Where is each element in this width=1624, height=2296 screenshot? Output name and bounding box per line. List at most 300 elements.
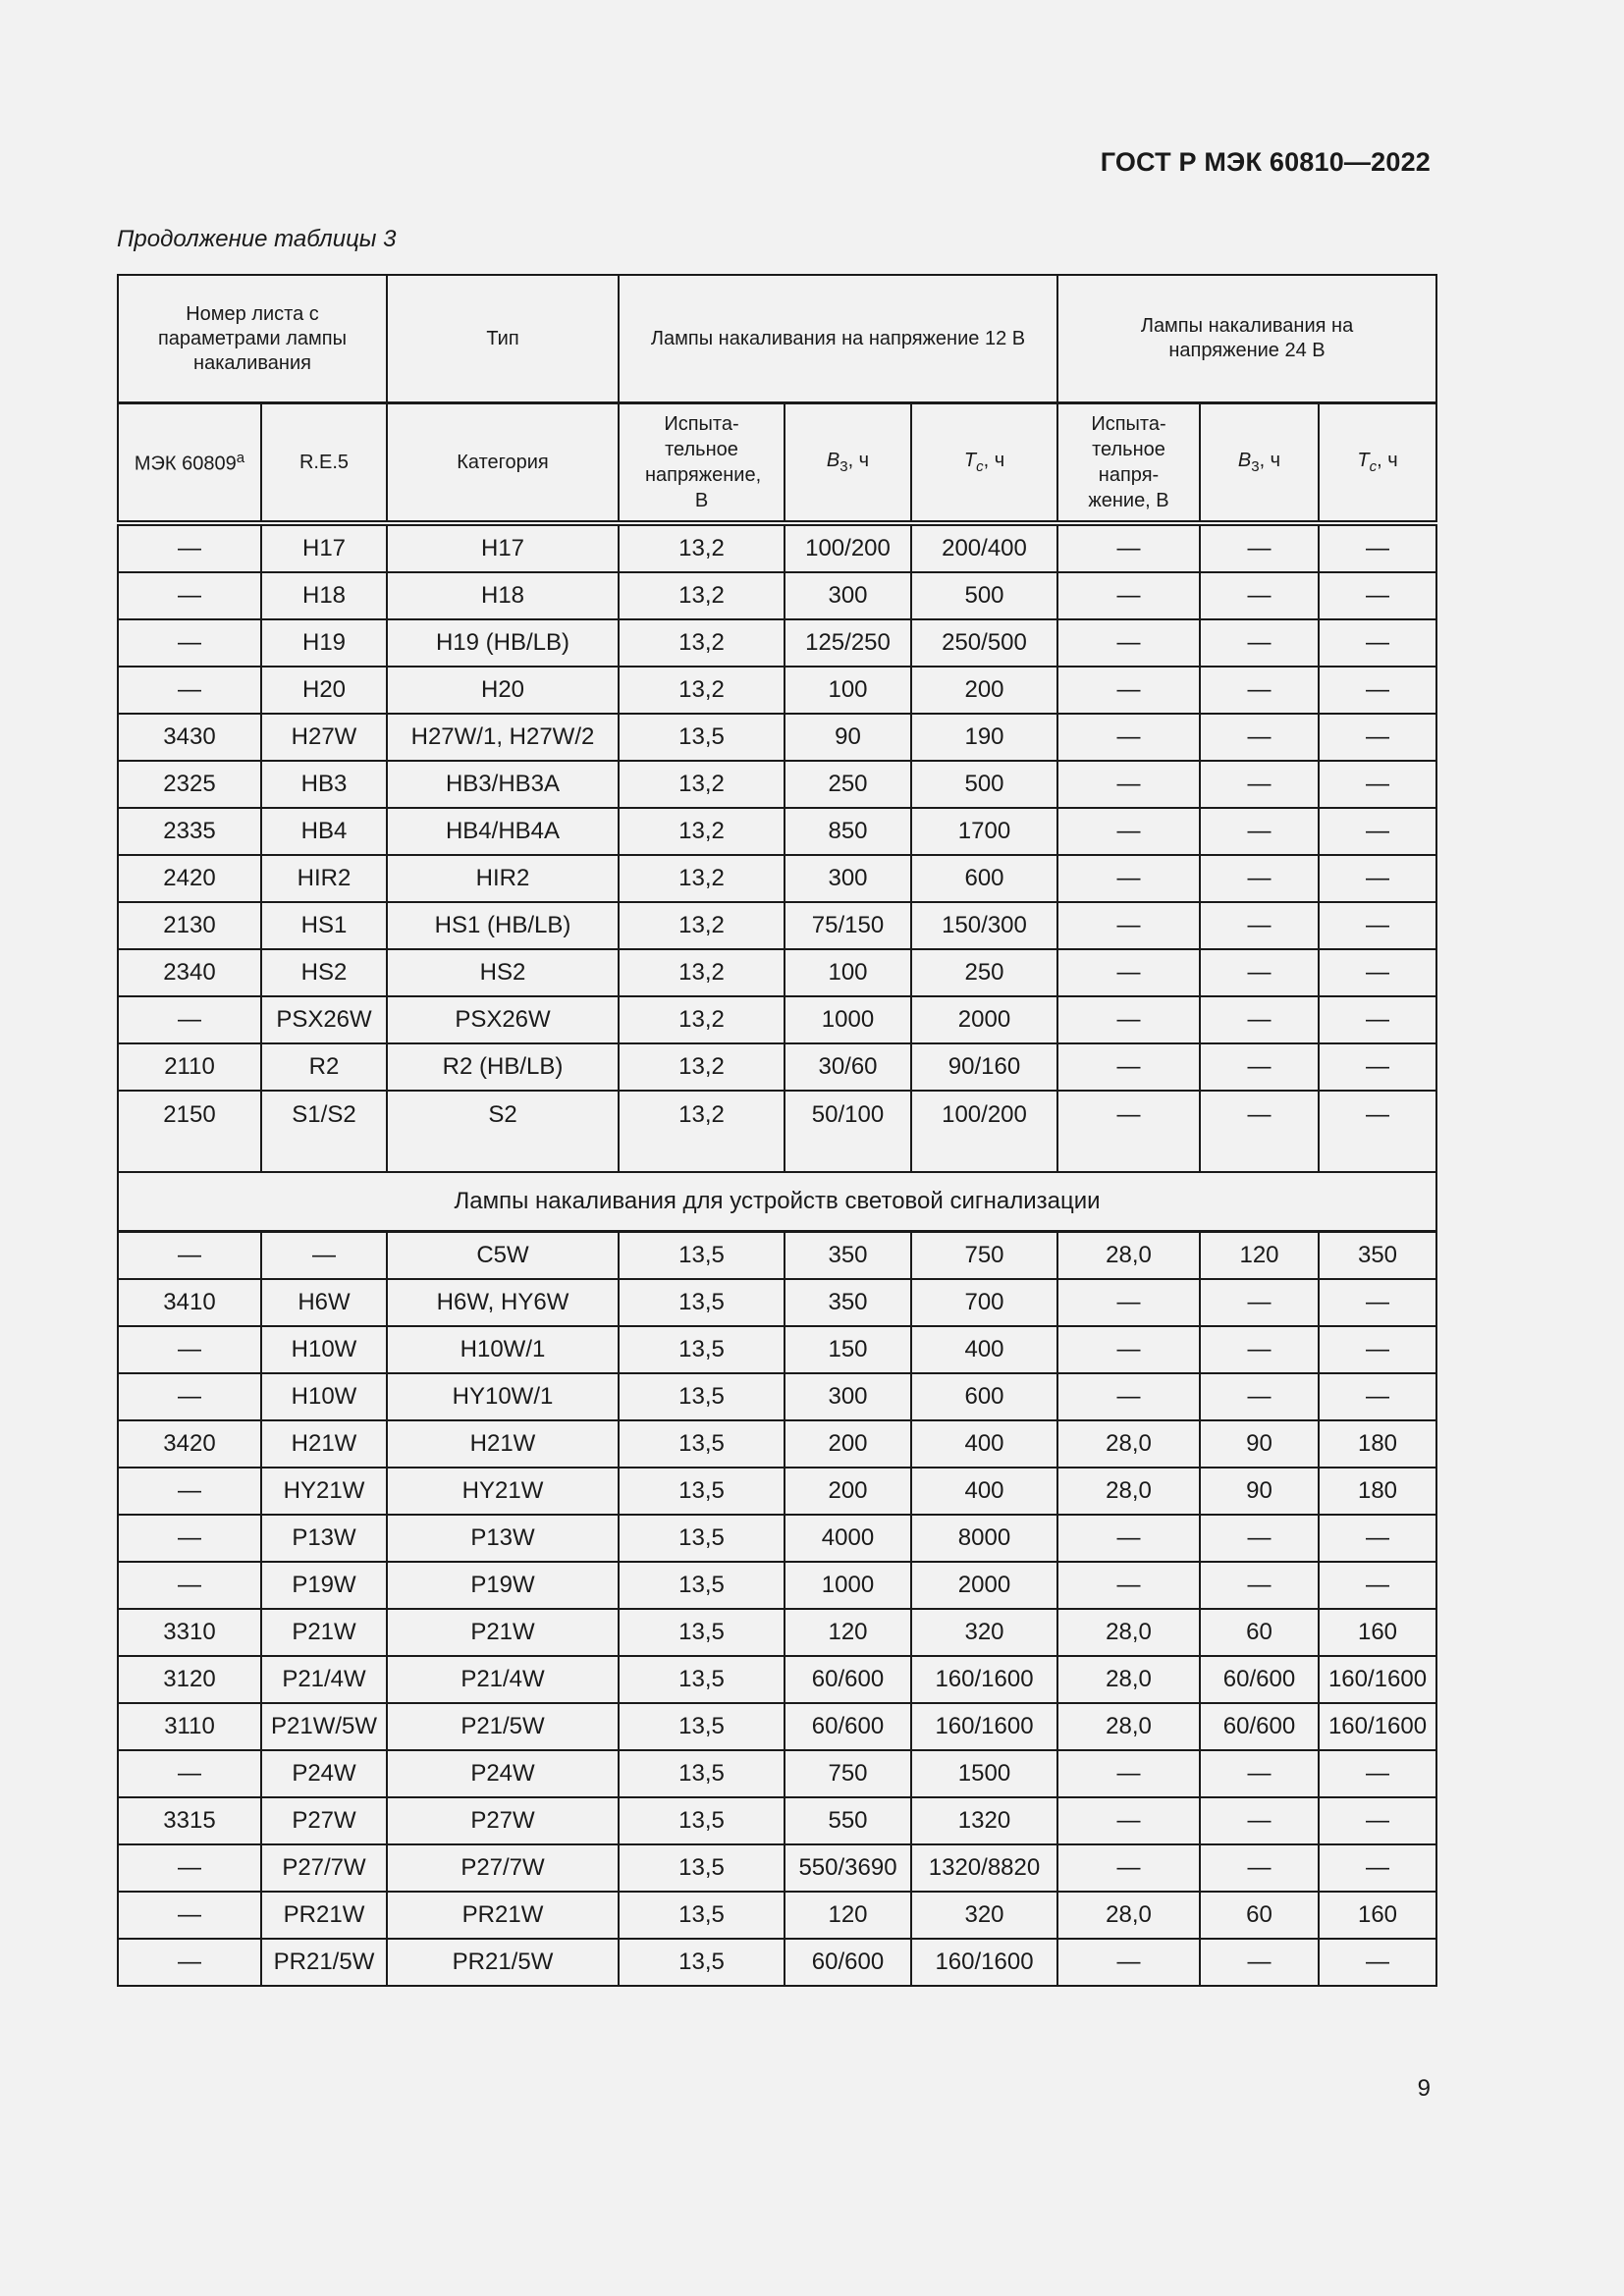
- cell-b3-24v: —: [1200, 1515, 1319, 1562]
- section-row: [118, 1172, 1436, 1232]
- cell-tc-24v: —: [1319, 949, 1436, 996]
- table-row: [118, 808, 1436, 855]
- cell-category: P21/5W: [387, 1703, 619, 1750]
- cell-test-voltage-24v: 28,0: [1057, 1609, 1200, 1656]
- cell-tc-12v: 200: [911, 667, 1057, 714]
- cell-category: PSX26W: [387, 996, 619, 1043]
- cell-re5: H6W: [261, 1279, 387, 1326]
- cell-tc-12v: 400: [911, 1326, 1057, 1373]
- cell-test-voltage-12v: 13,2: [619, 996, 785, 1043]
- cell-tc-24v: —: [1319, 1750, 1436, 1797]
- cell-test-voltage-12v: 13,2: [619, 808, 785, 855]
- cell-iec-sheet: —: [118, 1844, 261, 1892]
- cell-category: H10W/1: [387, 1326, 619, 1373]
- cell-tc-24v: —: [1319, 667, 1436, 714]
- cell-re5: P21/4W: [261, 1656, 387, 1703]
- cell-iec-sheet: 3410: [118, 1279, 261, 1326]
- table-row: [118, 949, 1436, 996]
- cell-test-voltage-24v: —: [1057, 1562, 1200, 1609]
- table-row: [118, 1232, 1436, 1280]
- cell-tc-24v: —: [1319, 572, 1436, 619]
- header-sheet-number: Номер листа с параметрами лампы накаливания: [118, 275, 387, 403]
- cell-re5: P21W: [261, 1609, 387, 1656]
- cell-test-voltage-12v: 13,5: [619, 1562, 785, 1609]
- cell-category: HB4/HB4A: [387, 808, 619, 855]
- cell-category: H21W: [387, 1420, 619, 1468]
- lamp-parameters-table: [117, 274, 1437, 1987]
- cell-b3-12v: 1000: [785, 996, 911, 1043]
- cell-iec-sheet: 3310: [118, 1609, 261, 1656]
- cell-iec-sheet: —: [118, 1515, 261, 1562]
- cell-tc-24v: —: [1319, 761, 1436, 808]
- cell-b3-12v: 150: [785, 1326, 911, 1373]
- cell-category: HY10W/1: [387, 1373, 619, 1420]
- cell-test-voltage-12v: 13,5: [619, 1656, 785, 1703]
- header-type: Тип: [387, 275, 619, 403]
- cell-re5: P19W: [261, 1562, 387, 1609]
- cell-b3-12v: 100: [785, 667, 911, 714]
- cell-iec-sheet: —: [118, 572, 261, 619]
- cell-test-voltage-24v: —: [1057, 761, 1200, 808]
- cell-iec-sheet: —: [118, 619, 261, 667]
- cell-b3-24v: —: [1200, 572, 1319, 619]
- cell-b3-12v: 350: [785, 1279, 911, 1326]
- cell-re5: P13W: [261, 1515, 387, 1562]
- cell-test-voltage-12v: 13,5: [619, 1939, 785, 1986]
- cell-re5: H17: [261, 523, 387, 572]
- cell-b3-12v: 4000: [785, 1515, 911, 1562]
- cell-tc-12v: 2000: [911, 996, 1057, 1043]
- cell-re5: H20: [261, 667, 387, 714]
- cell-b3-24v: —: [1200, 619, 1319, 667]
- cell-category: HB3/HB3A: [387, 761, 619, 808]
- cell-iec-sheet: —: [118, 996, 261, 1043]
- table-row: [118, 855, 1436, 902]
- cell-test-voltage-24v: 28,0: [1057, 1232, 1200, 1280]
- cell-iec-sheet: —: [118, 1750, 261, 1797]
- table-row: [118, 996, 1436, 1043]
- cell-test-voltage-12v: 13,2: [619, 523, 785, 572]
- cell-iec-sheet: —: [118, 523, 261, 572]
- table-row: [118, 1043, 1436, 1091]
- cell-tc-24v: 180: [1319, 1468, 1436, 1515]
- cell-tc-24v: —: [1319, 1515, 1436, 1562]
- table-row: [118, 1939, 1436, 1986]
- cell-b3-12v: 100/200: [785, 523, 911, 572]
- cell-iec-sheet: —: [118, 667, 261, 714]
- table-row: [118, 1797, 1436, 1844]
- cell-tc-12v: 320: [911, 1892, 1057, 1939]
- cell-b3-24v: 60: [1200, 1892, 1319, 1939]
- header-category: Категория: [387, 403, 619, 524]
- cell-test-voltage-24v: —: [1057, 1844, 1200, 1892]
- cell-tc-12v: 400: [911, 1420, 1057, 1468]
- cell-re5: R2: [261, 1043, 387, 1091]
- cell-b3-24v: 90: [1200, 1420, 1319, 1468]
- cell-category: HY21W: [387, 1468, 619, 1515]
- cell-b3-24v: 60: [1200, 1609, 1319, 1656]
- cell-test-voltage-12v: 13,2: [619, 1043, 785, 1091]
- cell-b3-12v: 60/600: [785, 1939, 911, 1986]
- cell-tc-12v: 160/1600: [911, 1939, 1057, 1986]
- table-row: [118, 572, 1436, 619]
- cell-re5: PR21/5W: [261, 1939, 387, 1986]
- cell-test-voltage-12v: 13,2: [619, 855, 785, 902]
- cell-tc-12v: 250/500: [911, 619, 1057, 667]
- cell-b3-12v: 300: [785, 572, 911, 619]
- cell-tc-12v: 100/200: [911, 1091, 1057, 1172]
- cell-tc-24v: —: [1319, 855, 1436, 902]
- table-row: [118, 1844, 1436, 1892]
- header-tc-12v: $T_c$, ч: [911, 403, 1057, 524]
- cell-tc-24v: —: [1319, 1326, 1436, 1373]
- cell-category: P27/7W: [387, 1844, 619, 1892]
- cell-tc-24v: —: [1319, 1562, 1436, 1609]
- table-row: [118, 1420, 1436, 1468]
- cell-iec-sheet: 3315: [118, 1797, 261, 1844]
- cell-tc-12v: 160/1600: [911, 1656, 1057, 1703]
- cell-b3-12v: 60/600: [785, 1656, 911, 1703]
- cell-b3-24v: —: [1200, 996, 1319, 1043]
- cell-re5: H10W: [261, 1326, 387, 1373]
- cell-tc-12v: 500: [911, 761, 1057, 808]
- cell-test-voltage-12v: 13,5: [619, 1468, 785, 1515]
- cell-test-voltage-24v: 28,0: [1057, 1468, 1200, 1515]
- cell-tc-12v: 1320: [911, 1797, 1057, 1844]
- cell-test-voltage-12v: 13,5: [619, 1892, 785, 1939]
- cell-test-voltage-12v: 13,5: [619, 1797, 785, 1844]
- cell-category: H6W, HY6W: [387, 1279, 619, 1326]
- cell-tc-12v: 1500: [911, 1750, 1057, 1797]
- cell-tc-24v: —: [1319, 523, 1436, 572]
- cell-b3-24v: —: [1200, 1279, 1319, 1326]
- cell-b3-24v: 60/600: [1200, 1703, 1319, 1750]
- header-tc-24v: $T_c$, ч: [1319, 403, 1436, 524]
- header-b3-24v: $B_3$, ч: [1200, 403, 1319, 524]
- table-row: [118, 1091, 1436, 1172]
- cell-tc-24v: —: [1319, 1279, 1436, 1326]
- cell-test-voltage-12v: 13,2: [619, 619, 785, 667]
- cell-iec-sheet: 2340: [118, 949, 261, 996]
- section-title: Лампы накаливания для устройств световой сигнализации: [118, 1172, 1436, 1232]
- cell-category: P19W: [387, 1562, 619, 1609]
- cell-b3-24v: —: [1200, 855, 1319, 902]
- cell-test-voltage-24v: —: [1057, 714, 1200, 761]
- cell-tc-12v: 190: [911, 714, 1057, 761]
- cell-re5: H21W: [261, 1420, 387, 1468]
- cell-b3-12v: 200: [785, 1468, 911, 1515]
- cell-tc-12v: 200/400: [911, 523, 1057, 572]
- table-row: [118, 902, 1436, 949]
- cell-b3-24v: 90: [1200, 1468, 1319, 1515]
- cell-tc-12v: 1320/8820: [911, 1844, 1057, 1892]
- cell-category: H17: [387, 523, 619, 572]
- cell-b3-12v: 60/600: [785, 1703, 911, 1750]
- cell-tc-12v: 700: [911, 1279, 1057, 1326]
- cell-test-voltage-24v: —: [1057, 1939, 1200, 1986]
- cell-iec-sheet: —: [118, 1373, 261, 1420]
- cell-b3-12v: 750: [785, 1750, 911, 1797]
- cell-tc-24v: —: [1319, 902, 1436, 949]
- cell-iec-sheet: 2150: [118, 1091, 261, 1172]
- cell-iec-sheet: —: [118, 1232, 261, 1280]
- cell-category: H19 (HB/LB): [387, 619, 619, 667]
- cell-b3-12v: 125/250: [785, 619, 911, 667]
- cell-re5: HB3: [261, 761, 387, 808]
- cell-test-voltage-24v: —: [1057, 1326, 1200, 1373]
- cell-test-voltage-24v: —: [1057, 1515, 1200, 1562]
- cell-iec-sheet: 2325: [118, 761, 261, 808]
- cell-test-voltage-12v: 13,5: [619, 1232, 785, 1280]
- cell-iec-sheet: —: [118, 1326, 261, 1373]
- cell-b3-24v: —: [1200, 1797, 1319, 1844]
- cell-b3-24v: —: [1200, 761, 1319, 808]
- cell-category: PR21/5W: [387, 1939, 619, 1986]
- cell-category: H20: [387, 667, 619, 714]
- cell-test-voltage-12v: 13,2: [619, 667, 785, 714]
- cell-b3-12v: 550/3690: [785, 1844, 911, 1892]
- cell-test-voltage-24v: —: [1057, 572, 1200, 619]
- cell-test-voltage-12v: 13,5: [619, 1844, 785, 1892]
- cell-test-voltage-12v: 13,2: [619, 572, 785, 619]
- cell-re5: H27W: [261, 714, 387, 761]
- header-b3-12v: $B_3$, ч: [785, 403, 911, 524]
- cell-b3-24v: —: [1200, 1750, 1319, 1797]
- cell-test-voltage-24v: 28,0: [1057, 1703, 1200, 1750]
- cell-re5: P24W: [261, 1750, 387, 1797]
- cell-tc-24v: 180: [1319, 1420, 1436, 1468]
- cell-tc-24v: 160: [1319, 1892, 1436, 1939]
- cell-b3-12v: 120: [785, 1609, 911, 1656]
- cell-b3-24v: —: [1200, 667, 1319, 714]
- cell-tc-12v: 250: [911, 949, 1057, 996]
- cell-tc-24v: —: [1319, 1939, 1436, 1986]
- cell-re5: HS1: [261, 902, 387, 949]
- cell-test-voltage-24v: —: [1057, 1279, 1200, 1326]
- cell-tc-12v: 150/300: [911, 902, 1057, 949]
- cell-b3-12v: 300: [785, 855, 911, 902]
- cell-category: H27W/1, H27W/2: [387, 714, 619, 761]
- cell-test-voltage-12v: 13,5: [619, 1420, 785, 1468]
- cell-test-voltage-24v: —: [1057, 855, 1200, 902]
- cell-tc-24v: —: [1319, 996, 1436, 1043]
- table-row: [118, 1892, 1436, 1939]
- cell-b3-24v: —: [1200, 1373, 1319, 1420]
- cell-re5: PSX26W: [261, 996, 387, 1043]
- cell-b3-12v: 200: [785, 1420, 911, 1468]
- cell-category: S2: [387, 1091, 619, 1172]
- cell-test-voltage-12v: 13,2: [619, 1091, 785, 1172]
- cell-tc-12v: 320: [911, 1609, 1057, 1656]
- cell-tc-24v: —: [1319, 619, 1436, 667]
- table-row: [118, 619, 1436, 667]
- table-caption: Продолжение таблицы 3: [117, 226, 397, 252]
- cell-tc-24v: —: [1319, 1797, 1436, 1844]
- header-row-groups: [118, 275, 1436, 403]
- table-row: [118, 1279, 1436, 1326]
- cell-iec-sheet: —: [118, 1939, 261, 1986]
- cell-tc-12v: 160/1600: [911, 1703, 1057, 1750]
- header-re5: R.E.5: [261, 403, 387, 524]
- cell-test-voltage-24v: —: [1057, 1797, 1200, 1844]
- footnote-marker: a: [236, 449, 245, 466]
- cell-test-voltage-12v: 13,5: [619, 1515, 785, 1562]
- cell-test-voltage-12v: 13,5: [619, 1609, 785, 1656]
- header-lamps-12v: Лампы накаливания на напряжение 12 В: [619, 275, 1057, 403]
- cell-iec-sheet: —: [118, 1468, 261, 1515]
- cell-tc-24v: —: [1319, 714, 1436, 761]
- cell-re5: P21W/5W: [261, 1703, 387, 1750]
- cell-re5: H19: [261, 619, 387, 667]
- cell-iec-sheet: 3420: [118, 1420, 261, 1468]
- cell-category: HS2: [387, 949, 619, 996]
- cell-test-voltage-24v: —: [1057, 1043, 1200, 1091]
- cell-re5: H18: [261, 572, 387, 619]
- cell-b3-24v: —: [1200, 949, 1319, 996]
- cell-b3-24v: 120: [1200, 1232, 1319, 1280]
- cell-re5: PR21W: [261, 1892, 387, 1939]
- header-test-voltage-12v: Испыта-тельное напряжение, В: [619, 403, 785, 524]
- cell-test-voltage-12v: 13,5: [619, 1279, 785, 1326]
- cell-test-voltage-24v: —: [1057, 523, 1200, 572]
- cell-test-voltage-24v: —: [1057, 619, 1200, 667]
- cell-tc-12v: 8000: [911, 1515, 1057, 1562]
- cell-b3-12v: 350: [785, 1232, 911, 1280]
- cell-b3-24v: —: [1200, 1043, 1319, 1091]
- cell-tc-24v: 350: [1319, 1232, 1436, 1280]
- table-row: [118, 1750, 1436, 1797]
- cell-test-voltage-12v: 13,5: [619, 714, 785, 761]
- table-row: [118, 1703, 1436, 1750]
- cell-category: PR21W: [387, 1892, 619, 1939]
- cell-test-voltage-24v: —: [1057, 949, 1200, 996]
- cell-b3-12v: 30/60: [785, 1043, 911, 1091]
- cell-test-voltage-24v: —: [1057, 902, 1200, 949]
- cell-b3-24v: —: [1200, 1939, 1319, 1986]
- cell-b3-12v: 1000: [785, 1562, 911, 1609]
- cell-tc-12v: 90/160: [911, 1043, 1057, 1091]
- cell-re5: HY21W: [261, 1468, 387, 1515]
- table-row: [118, 1609, 1436, 1656]
- cell-category: P27W: [387, 1797, 619, 1844]
- cell-iec-sheet: 2130: [118, 902, 261, 949]
- cell-test-voltage-12v: 13,5: [619, 1326, 785, 1373]
- cell-test-voltage-12v: 13,2: [619, 761, 785, 808]
- cell-category: HIR2: [387, 855, 619, 902]
- cell-tc-24v: —: [1319, 808, 1436, 855]
- cell-tc-12v: 2000: [911, 1562, 1057, 1609]
- cell-category: P21/4W: [387, 1656, 619, 1703]
- cell-category: H18: [387, 572, 619, 619]
- cell-tc-24v: —: [1319, 1043, 1436, 1091]
- cell-tc-12v: 750: [911, 1232, 1057, 1280]
- cell-b3-12v: 90: [785, 714, 911, 761]
- cell-re5: P27/7W: [261, 1844, 387, 1892]
- cell-re5: HIR2: [261, 855, 387, 902]
- table-row: [118, 714, 1436, 761]
- cell-b3-12v: 120: [785, 1892, 911, 1939]
- cell-b3-24v: —: [1200, 1562, 1319, 1609]
- cell-test-voltage-12v: 13,2: [619, 902, 785, 949]
- cell-re5: —: [261, 1232, 387, 1280]
- page-number: 9: [1417, 2075, 1431, 2102]
- table-row: [118, 1656, 1436, 1703]
- cell-test-voltage-24v: 28,0: [1057, 1656, 1200, 1703]
- table-row: [118, 761, 1436, 808]
- cell-tc-24v: 160/1600: [1319, 1656, 1436, 1703]
- table-row: [118, 1562, 1436, 1609]
- cell-test-voltage-24v: —: [1057, 667, 1200, 714]
- cell-tc-24v: 160: [1319, 1609, 1436, 1656]
- document-code: ГОСТ Р МЭК 60810—2022: [1100, 147, 1431, 177]
- header-row-columns: [118, 403, 1436, 524]
- cell-category: P13W: [387, 1515, 619, 1562]
- cell-iec-sheet: 2335: [118, 808, 261, 855]
- table-row: [118, 1468, 1436, 1515]
- cell-category: P21W: [387, 1609, 619, 1656]
- cell-tc-24v: 160/1600: [1319, 1703, 1436, 1750]
- cell-iec-sheet: 2110: [118, 1043, 261, 1091]
- cell-tc-24v: —: [1319, 1091, 1436, 1172]
- cell-re5: S1/S2: [261, 1091, 387, 1172]
- header-iec60809: МЭК 60809$^a$: [118, 403, 261, 524]
- cell-tc-24v: —: [1319, 1373, 1436, 1420]
- cell-tc-12v: 600: [911, 1373, 1057, 1420]
- cell-re5: H10W: [261, 1373, 387, 1420]
- cell-b3-24v: —: [1200, 1844, 1319, 1892]
- cell-b3-12v: 300: [785, 1373, 911, 1420]
- cell-b3-12v: 250: [785, 761, 911, 808]
- cell-test-voltage-12v: 13,5: [619, 1703, 785, 1750]
- cell-test-voltage-24v: —: [1057, 808, 1200, 855]
- cell-test-voltage-24v: 28,0: [1057, 1420, 1200, 1468]
- cell-b3-24v: 60/600: [1200, 1656, 1319, 1703]
- cell-re5: HB4: [261, 808, 387, 855]
- cell-iec-sheet: 3430: [118, 714, 261, 761]
- cell-b3-24v: —: [1200, 1326, 1319, 1373]
- cell-category: HS1 (HB/LB): [387, 902, 619, 949]
- table-row: [118, 1326, 1436, 1373]
- table-row: [118, 667, 1436, 714]
- cell-test-voltage-12v: 13,5: [619, 1750, 785, 1797]
- cell-test-voltage-12v: 13,2: [619, 949, 785, 996]
- cell-b3-24v: —: [1200, 808, 1319, 855]
- cell-tc-12v: 600: [911, 855, 1057, 902]
- cell-iec-sheet: 2420: [118, 855, 261, 902]
- cell-category: P24W: [387, 1750, 619, 1797]
- cell-test-voltage-24v: —: [1057, 996, 1200, 1043]
- cell-tc-24v: —: [1319, 1844, 1436, 1892]
- cell-category: C5W: [387, 1232, 619, 1280]
- header-test-voltage-24v: Испыта-тельное напря-жение, В: [1057, 403, 1200, 524]
- cell-test-voltage-24v: —: [1057, 1091, 1200, 1172]
- table-row: [118, 523, 1436, 572]
- cell-test-voltage-24v: —: [1057, 1373, 1200, 1420]
- cell-re5: HS2: [261, 949, 387, 996]
- cell-b3-24v: —: [1200, 714, 1319, 761]
- table-row: [118, 1515, 1436, 1562]
- cell-test-voltage-12v: 13,5: [619, 1373, 785, 1420]
- cell-tc-12v: 500: [911, 572, 1057, 619]
- cell-b3-12v: 550: [785, 1797, 911, 1844]
- cell-b3-24v: —: [1200, 902, 1319, 949]
- cell-test-voltage-24v: —: [1057, 1750, 1200, 1797]
- cell-tc-12v: 1700: [911, 808, 1057, 855]
- cell-category: R2 (HB/LB): [387, 1043, 619, 1091]
- cell-iec-sheet: —: [118, 1562, 261, 1609]
- cell-b3-24v: —: [1200, 1091, 1319, 1172]
- cell-b3-12v: 850: [785, 808, 911, 855]
